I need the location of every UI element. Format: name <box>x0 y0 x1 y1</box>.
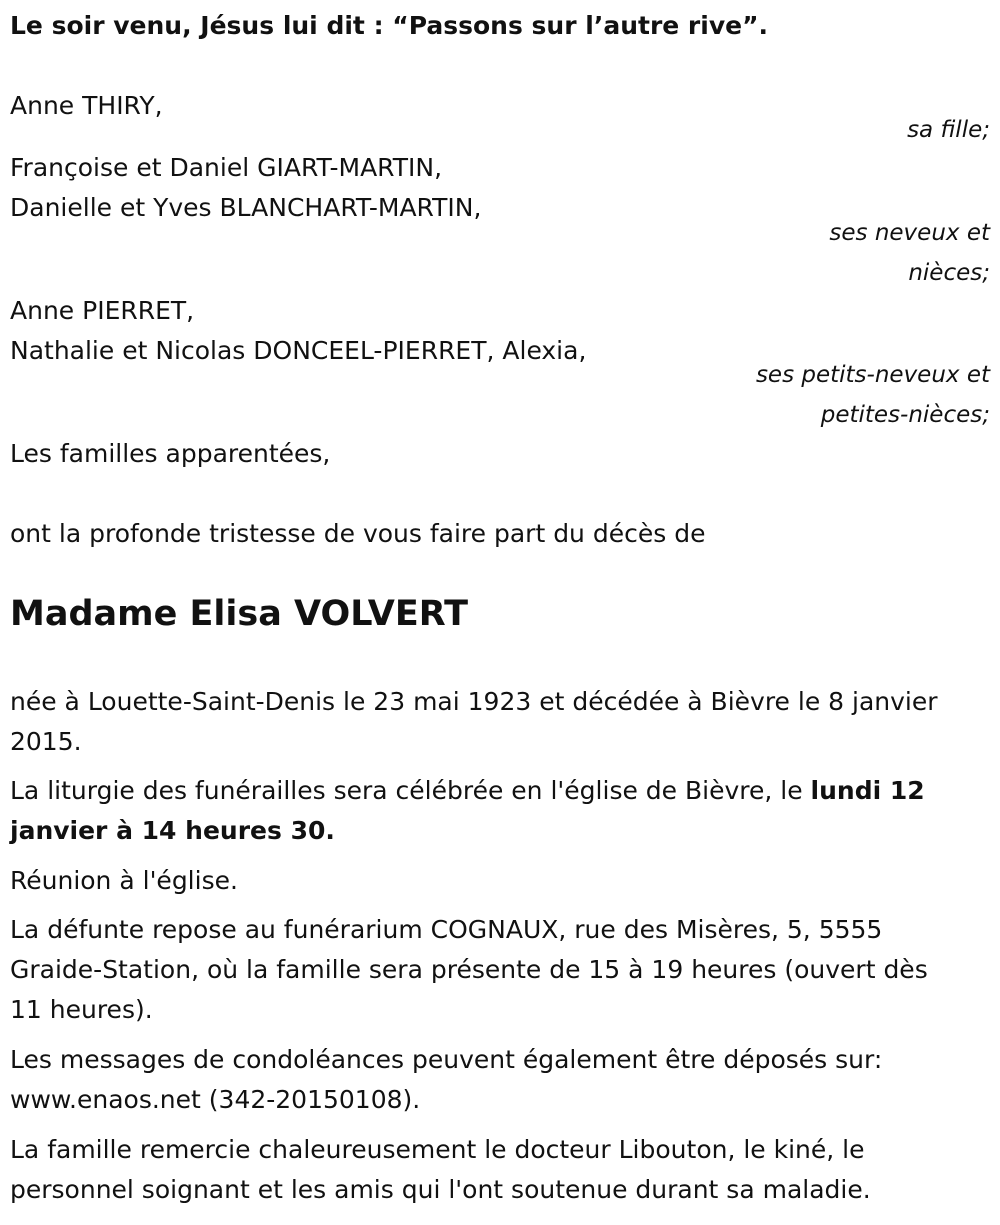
family-name-line: Anne THIRY, <box>10 91 163 120</box>
family-name-line: Les familles apparentées, <box>10 439 331 468</box>
funeral-text: La liturgie des funérailles sera célébrée en l'église de Bièvre, le <box>10 776 811 805</box>
thanks-line: La famille remercie chaleureusement le docteur Libouton, le kiné, le <box>10 1135 865 1164</box>
rest-line: Graide-Station, où la famille sera présente de 15 à 19 heures (ouvert dès <box>10 955 928 984</box>
meeting-text: Réunion à l'église. <box>10 866 238 895</box>
thanks-line: personnel soignant et les amis qui l'ont soutenue durant sa maladie. <box>10 1175 871 1204</box>
relation-label: sa fille; <box>907 117 990 143</box>
birth-death-line: 2015. <box>10 727 82 756</box>
relation-label: ses neveux et <box>829 220 990 246</box>
family-name-line: Danielle et Yves BLANCHART-MARTIN, <box>10 193 482 222</box>
birth-death-line: née à Louette-Saint-Denis le 23 mai 1923 et décédée à Bièvre le 8 janvier <box>10 687 938 716</box>
rest-line: 11 heures). <box>10 995 153 1024</box>
relation-label: nièces; <box>908 260 990 286</box>
condolences-line: Les messages de condoléances peuvent également être déposés sur: <box>10 1045 883 1074</box>
funeral-line <box>10 771 925 811</box>
family-name-line: Anne PIERRET, <box>10 296 195 325</box>
funeral-time: janvier à 14 heures 30. <box>10 816 335 845</box>
funeral-date: lundi 12 <box>810 776 925 805</box>
family-name-line: Françoise et Daniel GIART-MARTIN, <box>10 153 443 182</box>
deceased-name: Madame Elisa VOLVERT <box>10 594 469 634</box>
relation-label: ses petits-neveux et <box>755 362 990 388</box>
bible-quote: Le soir venu, Jésus lui dit : “Passons sur l’autre rive”. <box>10 11 769 40</box>
family-name-line: Nathalie et Nicolas DONCEEL-PIERRET, Alexia, <box>10 336 587 365</box>
relation-label: petites-nièces; <box>820 402 990 428</box>
rest-line: La défunte repose au funérarium COGNAUX, rue des Misères, 5, 5555 <box>10 915 883 944</box>
condolences-link[interactable]: www.enaos.net (342-20150108). <box>10 1085 421 1114</box>
announcement-text: ont la profonde tristesse de vous faire part du décès de <box>10 519 706 548</box>
